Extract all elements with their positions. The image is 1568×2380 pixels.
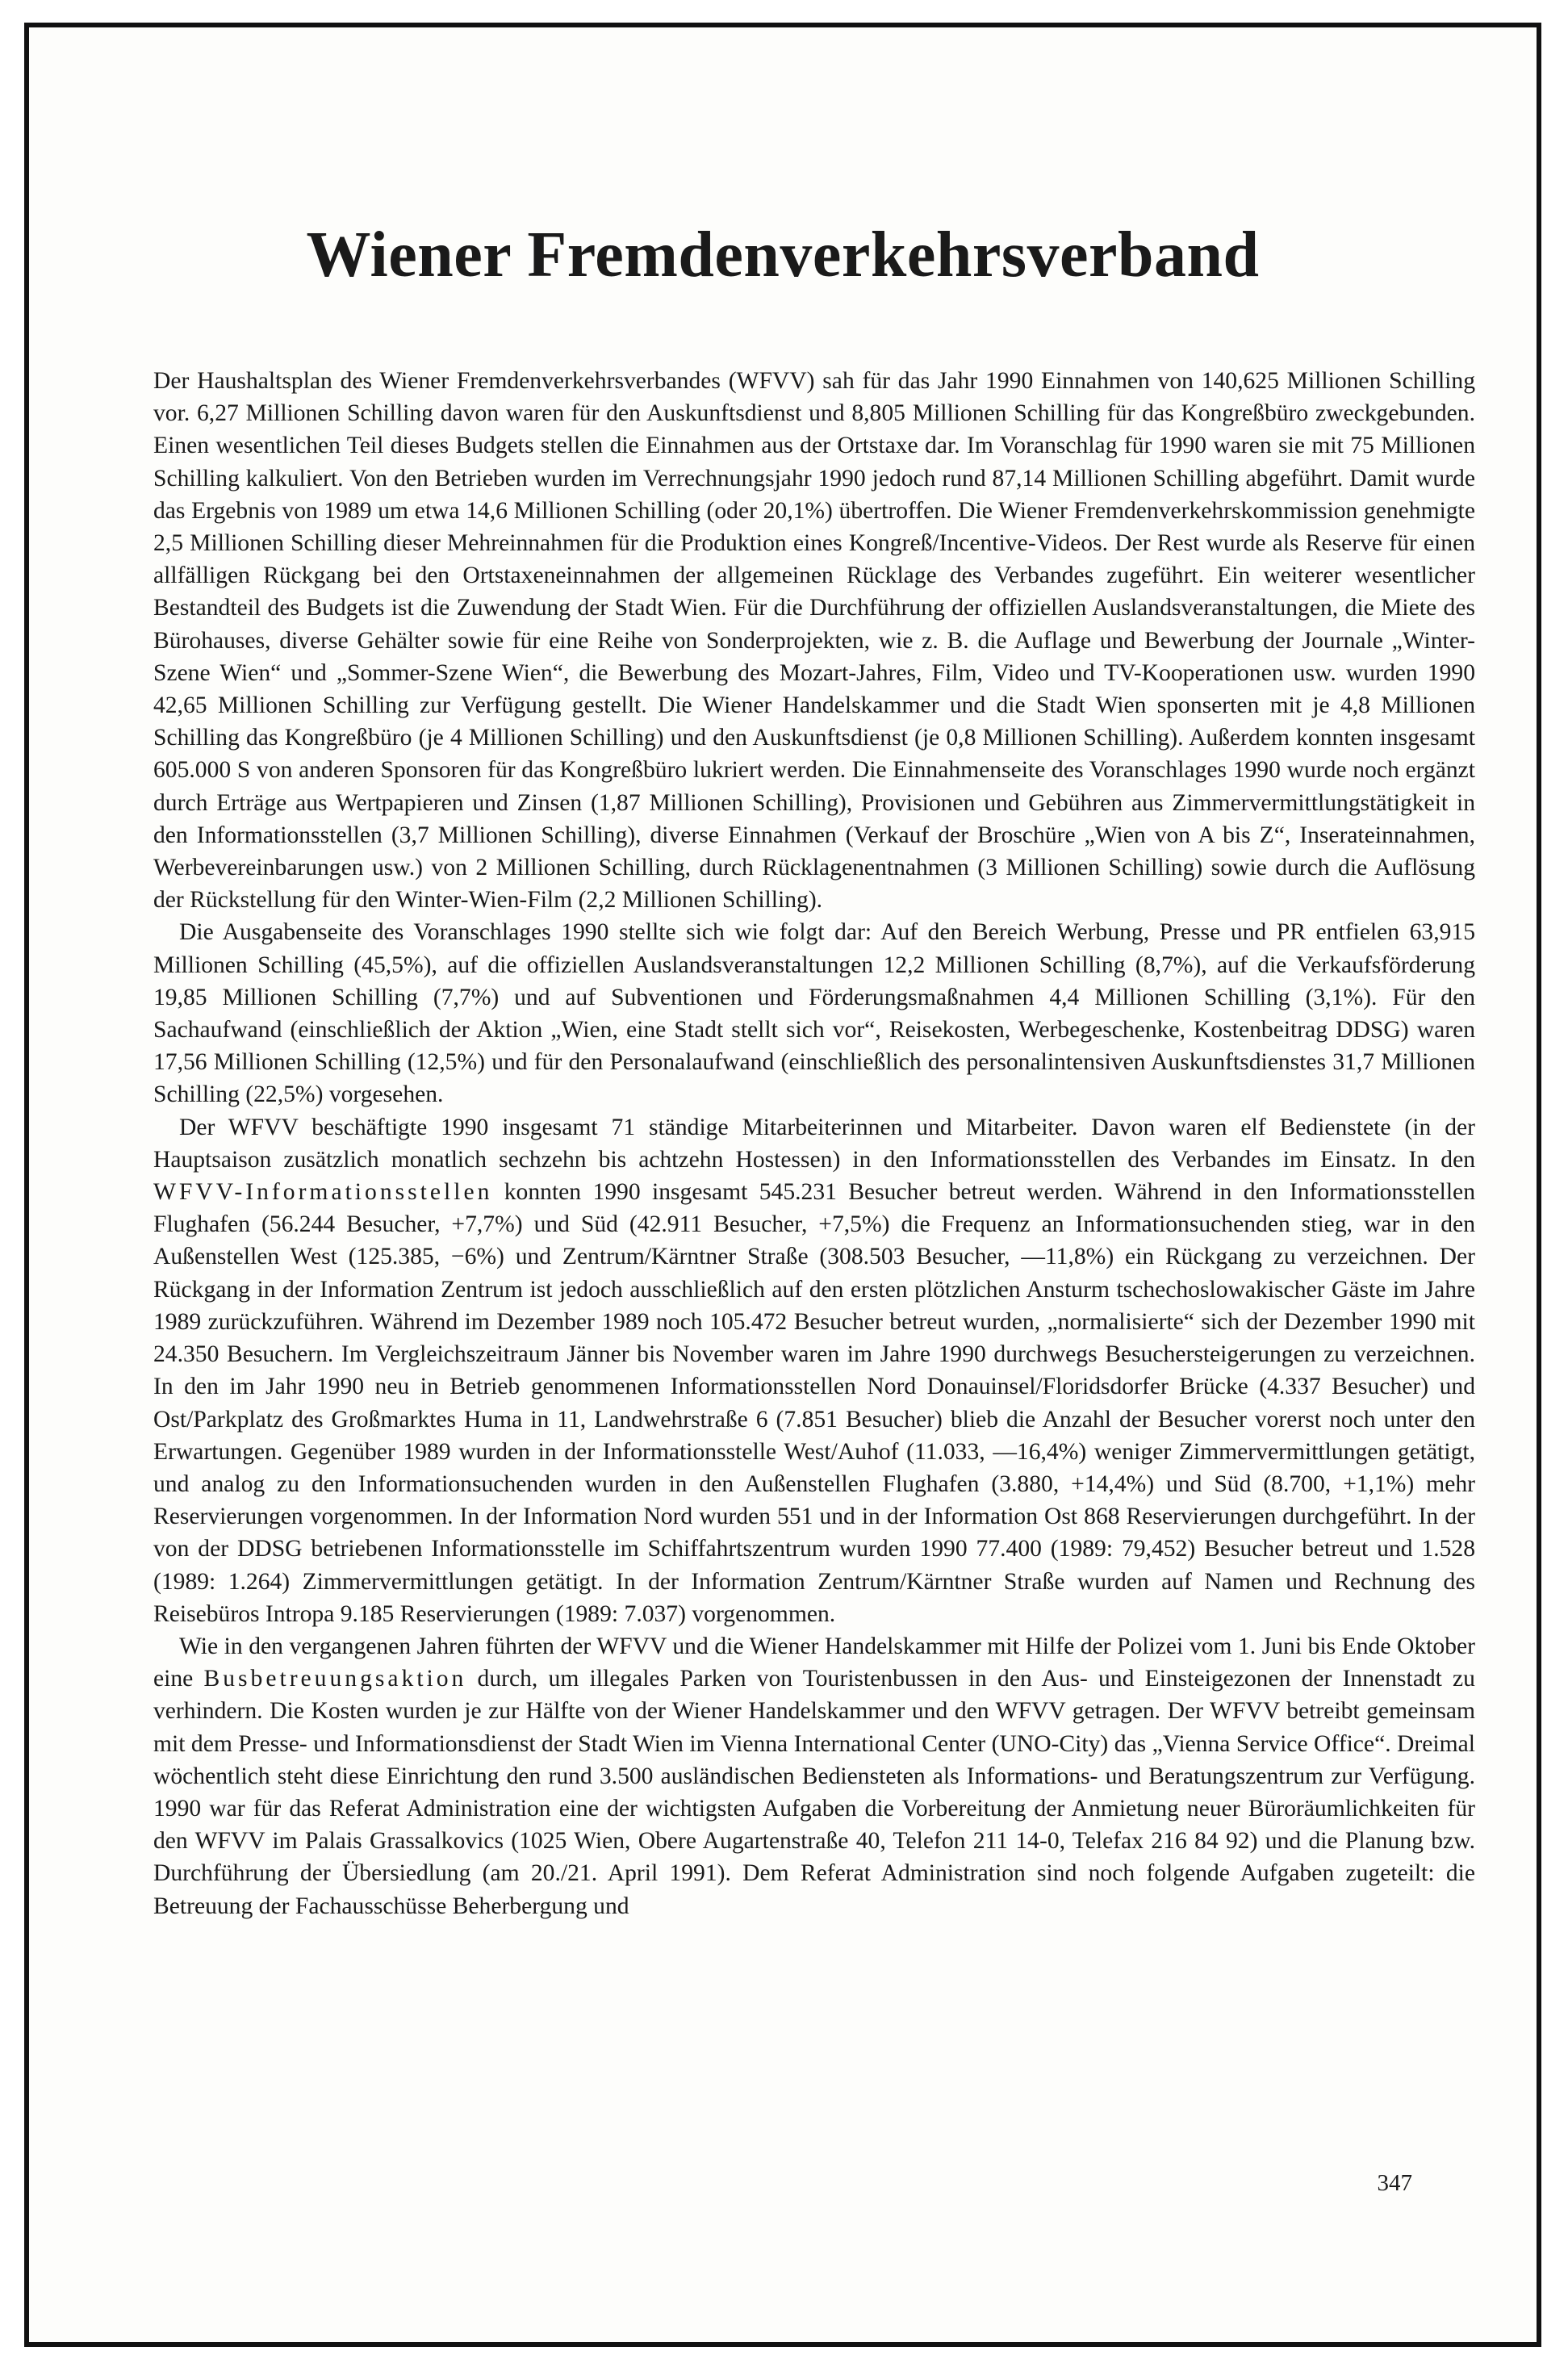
- paragraph-text: Wie in den vergangenen Jahren führten der WFVV und die Wiener Handelskammer mit Hilfe der Polizei vom 1. Juni bis Ende Oktober eine: [153, 1633, 1475, 1692]
- article-body: [153, 365, 1475, 1922]
- paragraph-4: [153, 1630, 1475, 1922]
- emphasis-term: WFVV-Informationsstellen: [153, 1179, 493, 1206]
- paragraph-text: Die Ausgabenseite des Voranschlages 1990 stellte sich wie folgt dar: Auf den Bereich Werbung, Presse und PR entfielen 63,915 Millionen Schilling (45,5%), auf die offiziellen Auslandsveranstaltungen 12,2 Millionen Schilling (8,7%), auf die Verkaufsförderung 19,85 Millionen Schilling (7,7%) und auf Subventionen und Förderungsmaßnahmen 4,4 Millionen Schilling (3,1%). Für den Sachaufwand (einschließlich der Aktion „Wien, eine Stadt stellt sich vor“, Reisekosten, Werbegeschenke, Kostenbeitrag DDSG) waren 17,56 Millionen Schilling (12,5%) und für den Personalaufwand (einschließlich des personalintensiven Auskunftsdienstes 31,7 Millionen Schilling (22,5%) vorgesehen.: [153, 919, 1475, 1108]
- paragraph-text: Der WFVV beschäftigte 1990 insgesamt 71 ständige Mitarbeiterinnen und Mitarbeiter. Davon waren elf Bedienstete (in der Hauptsaison zusätzlich monatlich sechzehn bis achtzehn Hostessen) in den Informationsstellen des Verbandes im Einsatz. In den: [153, 1114, 1475, 1173]
- document-page: [24, 23, 1541, 2347]
- emphasis-term: Busbetreuungsaktion: [203, 1666, 467, 1692]
- paragraph-text: Der Haushaltsplan des Wiener Fremdenverkehrsverbandes (WFVV) sah für das Jahr 1990 Einnahmen von 140,625 Millionen Schilling vor. 6,27 Millionen Schilling davon waren für den Auskunftsdienst und 8,805 Millionen Schilling für das Kongreßbüro zweckgebunden. Einen wesentlichen Teil dieses Budgets stellen die Einnahmen aus der Ortstaxe dar. Im Voranschlag für 1990 waren sie mit 75 Millionen Schilling kalkuliert. Von den Betrieben wurden im Verrechnungsjahr 1990 jedoch rund 87,14 Millionen Schilling abgeführt. Damit wurde das Ergebnis von 1989 um etwa 14,6 Millionen Schilling (oder 20,1%) übertroffen. Die Wiener Fremdenverkehrskommission genehmigte 2,5 Millionen Schilling dieser Mehreinnahmen für die Produktion eines Kongreß/Incentive-Videos. Der Rest wurde als Reserve für einen allfälligen Rückgang bei den Ortstaxeneinnahmen der allgemeinen Rücklage des Verbandes zugeführt. Ein weiterer wesentlicher Bestandteil des Budgets ist die Zuwendung der Stadt Wien. Für die Durchführung der offiziellen Auslandsveranstaltungen, die Miete des Bürohauses, diverse Gehälter sowie für eine Reihe von Sonderprojekten, wie z. B. die Auflage und Bewerbung der Journale „Winter-Szene Wien“ und „Sommer-Szene Wien“, die Bewerbung des Mozart-Jahres, Film, Video und TV-Kooperationen usw. wurden 1990 42,65 Millionen Schilling zur Verfügung gestellt. Die Wiener Handelskammer und die Stadt Wien sponserten mit je 4,8 Millionen Schilling das Kongreßbüro (je 4 Millionen Schilling) und den Auskunftsdienst (je 0,8 Millionen Schilling). Außerdem konnten insgesamt 605.000 S von anderen Sponsoren für das Kongreßbüro lukriert werden. Die Einnahmenseite des Voranschlages 1990 wurde noch ergänzt durch Erträge aus Wertpapieren und Zinsen (1,87 Millionen Schilling), Provisionen und Gebühren aus Zimmervermittlungstätigkeit in den Informationsstellen (3,7 Millionen Schilling), diverse Einnahmen (Verkauf der Broschüre „Wien von A bis Z“, Inserateinnahmen, Werbevereinbarungen usw.) von 2 Millionen Schilling, durch Rücklagenentnahmen (3 Millionen Schilling) sowie durch die Auflösung der Rückstellung für den Winter-Wien-Film (2,2 Millionen Schilling).: [153, 368, 1475, 914]
- page-number: 347: [1377, 2170, 1412, 2196]
- paragraph-1: [153, 365, 1475, 916]
- paragraph-text: durch, um illegales Parken von Touristenbussen in den Aus- und Einsteigezonen der Innenstadt zu verhindern. Die Kosten wurden je zur Hälfte von der Wiener Handelskammer und den WFVV getragen. Der WFVV betreibt gemeinsam mit dem Presse- und Informationsdienst der Stadt Wien im Vienna International Center (UNO-City) das „Vienna Service Office“. Dreimal wöchentlich steht diese Einrichtung den rund 3.500 ausländischen Bediensteten als Informations- und Beratungszentrum zur Verfügung. 1990 war für das Referat Administration eine der wichtigsten Aufgaben die Vorbereitung der Anmietung neuer Büroräumlichkeiten für den WFVV im Palais Grassalkovics (1025 Wien, Obere Augartenstraße 40, Telefon 211 14-0, Telefax 216 84 92) und die Planung bzw. Durchführung der Übersiedlung (am 20./21. April 1991). Dem Referat Administration sind noch folgende Aufgaben zugeteilt: die Betreuung der Fachausschüsse Beherbergung und: [153, 1666, 1475, 1919]
- page-title: Wiener Fremdenverkehrsverband: [306, 220, 1260, 291]
- paragraph-text: konnten 1990 insgesamt 545.231 Besucher betreut werden. Während in den Informationsstellen Flughafen (56.244 Besucher, +7,7%) und Süd (42.911 Besucher, +7,5%) die Frequenz an Informationsuchenden stieg, war in den Außenstellen West (125.385, −6%) und Zentrum/Kärntner Straße (308.503 Besucher, —11,8%) ein Rückgang zu verzeichnen. Der Rückgang in der Information Zentrum ist jedoch ausschließlich auf den ersten plötzlichen Ansturm tschechoslowakischer Gäste im Jahre 1989 zurückzuführen. Während im Dezember 1989 noch 105.472 Besucher betreut wurden, „normalisierte“ sich der Dezember 1990 mit 24.350 Besuchern. Im Vergleichszeitraum Jänner bis November waren im Jahre 1990 durchwegs Besuchersteigerungen zu verzeichnen. In den im Jahr 1990 neu in Betrieb genommenen Informationsstellen Nord Donauinsel/Floridsdorfer Brücke (4.337 Besucher) und Ost/Parkplatz des Großmarktes Huma in 11, Landwehrstraße 6 (7.851 Besucher) blieb die Anzahl der Besucher vorerst noch unter den Erwartungen. Gegenüber 1989 wurden in der Informationsstelle West/Auhof (11.033, —16,4%) weniger Zimmervermittlungen getätigt, und analog zu den Informationsuchenden wurden in den Außenstellen Flughafen (3.880, +14,4%) und Süd (8.700, +1,1%) mehr Reservierungen vorgenommen. In der Information Nord wurden 551 und in der Information Ost 868 Reservierungen durchgeführt. In der von der DDSG betriebenen Informationsstelle im Schiffahrtszentrum wurden 1990 77.400 (1989: 79,452) Besucher betreut und 1.528 (1989: 1.264) Zimmervermittlungen getätigt. In der Information Zentrum/Kärntner Straße wurden auf Namen und Rechnung des Reisebüros Intropa 9.185 Reservierungen (1989: 7.037) vorgenommen.: [153, 1179, 1475, 1627]
- paragraph-2: [153, 916, 1475, 1111]
- paragraph-3: [153, 1111, 1475, 1630]
